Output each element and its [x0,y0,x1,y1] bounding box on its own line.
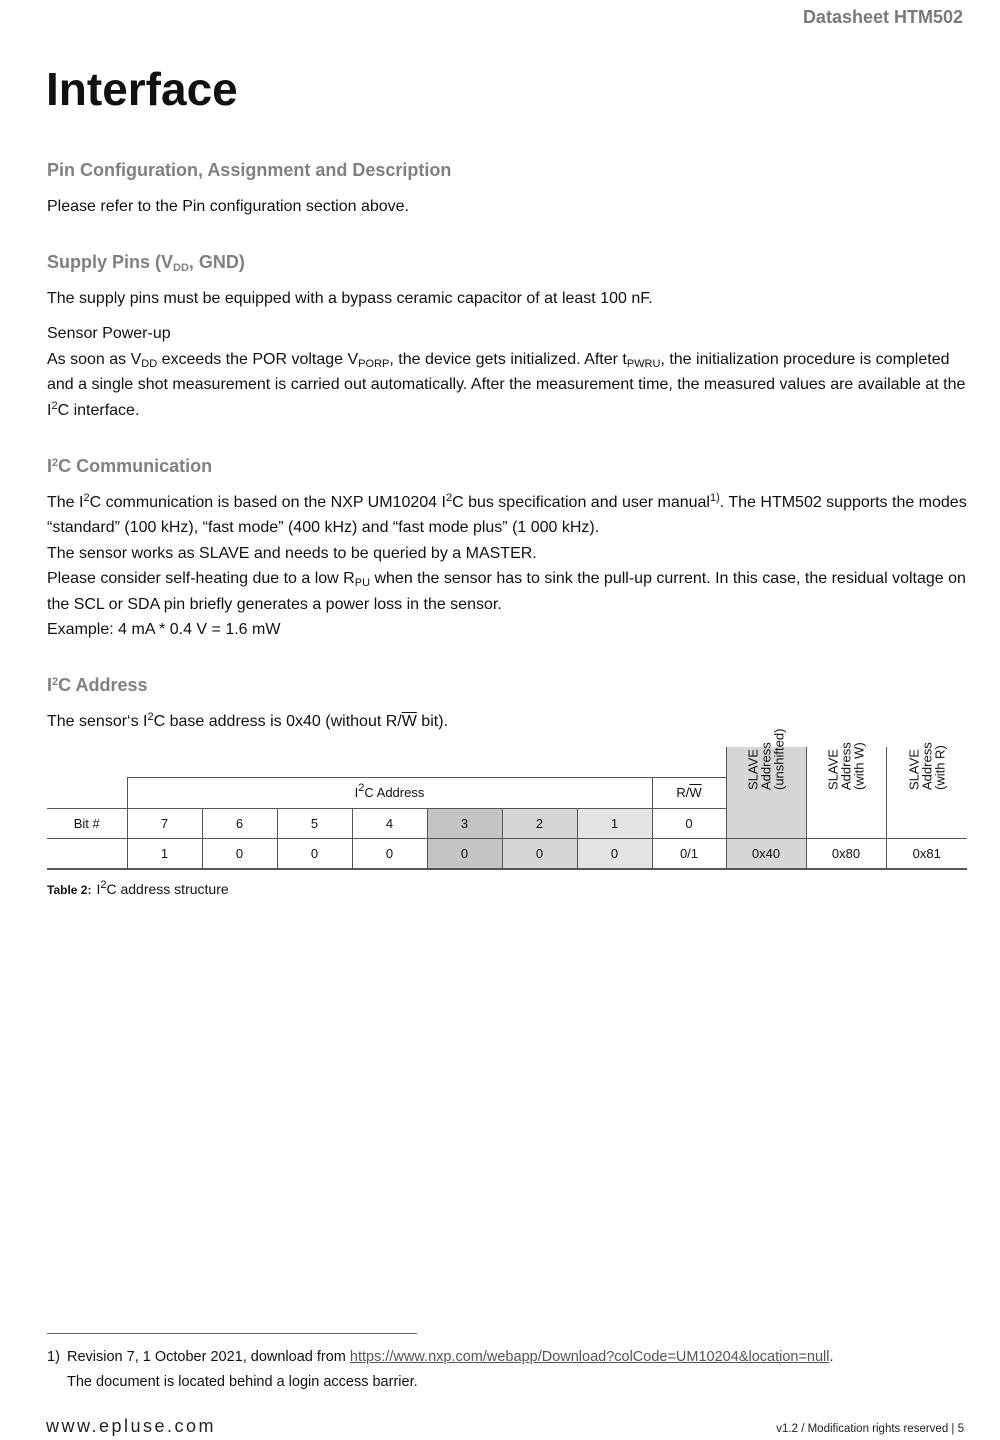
page-title: Interface [46,63,238,115]
section-i2c-address [47,675,967,734]
i2c-comm-paragraph: The $I^2C$ communication is based on the NXP UM10204 $I^2C$ bus specification and user manual$^{1)}$. The HTM502 supports the modes “standard” (100 kHz), “fast mode” (400 kHz) and “fast mode plus” (1 000 kHz). [47,491,967,537]
section-heading: $I^2C$ Address [47,675,148,695]
value-cell: 1 [127,838,202,869]
bit-cell: 6 [202,808,277,838]
i2c-address-group-header: $I^2C$ Address [127,777,652,808]
value-cell: 0 [202,838,277,869]
footnote-number: 1) [47,1349,60,1365]
footer-website: www.epluse.com [46,1416,217,1436]
slave-address-r-header: SLAVE Address (with R) [886,747,967,838]
self-heating-paragraph: Please consider self-heating due to a low $R_{PU}$ when the sensor has to sink the pull-up current. In this case, the residual voltage on the SCL or SDA pin briefly generates a power loss in the sensor. [47,570,966,613]
value-cell: 0 [502,838,577,869]
rw-header: $R/\overline{W}$ [652,777,726,808]
section-body: The sensor‘s $I^2C$ base address is 0x40 (without $R/\overline{W}$ bit). [47,710,448,730]
example-paragraph: Example: 4 mA * 0.4 V = 1.6 mW [47,621,281,639]
bit-cell: 3 [427,808,502,838]
bit-cell: 5 [277,808,352,838]
powerup-title: Sensor Power-up [47,325,171,343]
address-w-cell: 0x80 [806,838,886,869]
document-header-title: Datasheet HTM502 [802,7,963,27]
value-cell: 0 [352,838,427,869]
rw-value-cell: 0/1 [652,838,726,869]
section-pin-configuration [47,160,967,219]
footnote: 1) Revision 7, 1 October 2021, download from https://www.nxp.com/webapp/Download?colCode=UM10204&location=null. The document is located behind a login access barrier. [47,1345,834,1395]
i2c-address-table [47,728,967,870]
address-r-cell: 0x81 [886,838,967,869]
value-cell: 0 [277,838,352,869]
value-row-label [47,838,127,869]
rw-bit-cell: 0 [652,808,726,838]
slave-address-w-header: SLAVE Address (with W) [806,747,886,838]
bit-cell: 7 [127,808,202,838]
section-heading: Supply Pins ($V_{DD}$, GND) [47,252,245,274]
section-supply-pins [47,252,967,423]
value-cell: 0 [577,838,652,869]
address-unshifted-cell: 0x40 [726,838,806,869]
slave-address-unshifted-header: SLAVE Address (unshifted) [726,747,806,838]
caption-label: Table 2: [47,883,92,897]
footnote-line-2: The document is located behind a login access barrier. [67,1374,418,1390]
powerup-body: As soon as $V_{DD}$ exceeds the POR voltage $V_{PORP}$, the device gets initialized. After $t_{PWRU}$, the initialization procedure is completed and a single shot measurement is carried out automatically. After the measurement time, the measured values are available at the $I^2C$ interface. [47,350,966,419]
section-body: Please refer to the Pin configuration section above. [47,197,409,215]
bit-cell: 1 [577,808,652,838]
i2c-slave-paragraph: The sensor works as SLAVE and needs to be queried by a MASTER. [47,544,537,562]
footnote-divider [47,1333,417,1334]
table-caption: Table 2: $I^2C$ address structure [47,879,229,897]
section-body: The supply pins must be equipped with a bypass ceramic capacitor of at least 100 nF. [47,289,653,307]
bit-cell: 2 [502,808,577,838]
bit-row-label: Bit # [47,808,127,838]
section-i2c-communication [47,456,967,643]
section-heading: $I^2C$ Communication [47,456,213,476]
value-cell: 0 [427,838,502,869]
footer-version: v1.2 / Modification rights reserved | 5 [776,1423,964,1435]
nxp-download-link[interactable]: https://www.nxp.com/webapp/Download?colCode=UM10204&location=null [349,1349,830,1365]
section-heading: Pin Configuration, Assignment and Description [47,160,452,180]
bit-cell: 4 [352,808,427,838]
